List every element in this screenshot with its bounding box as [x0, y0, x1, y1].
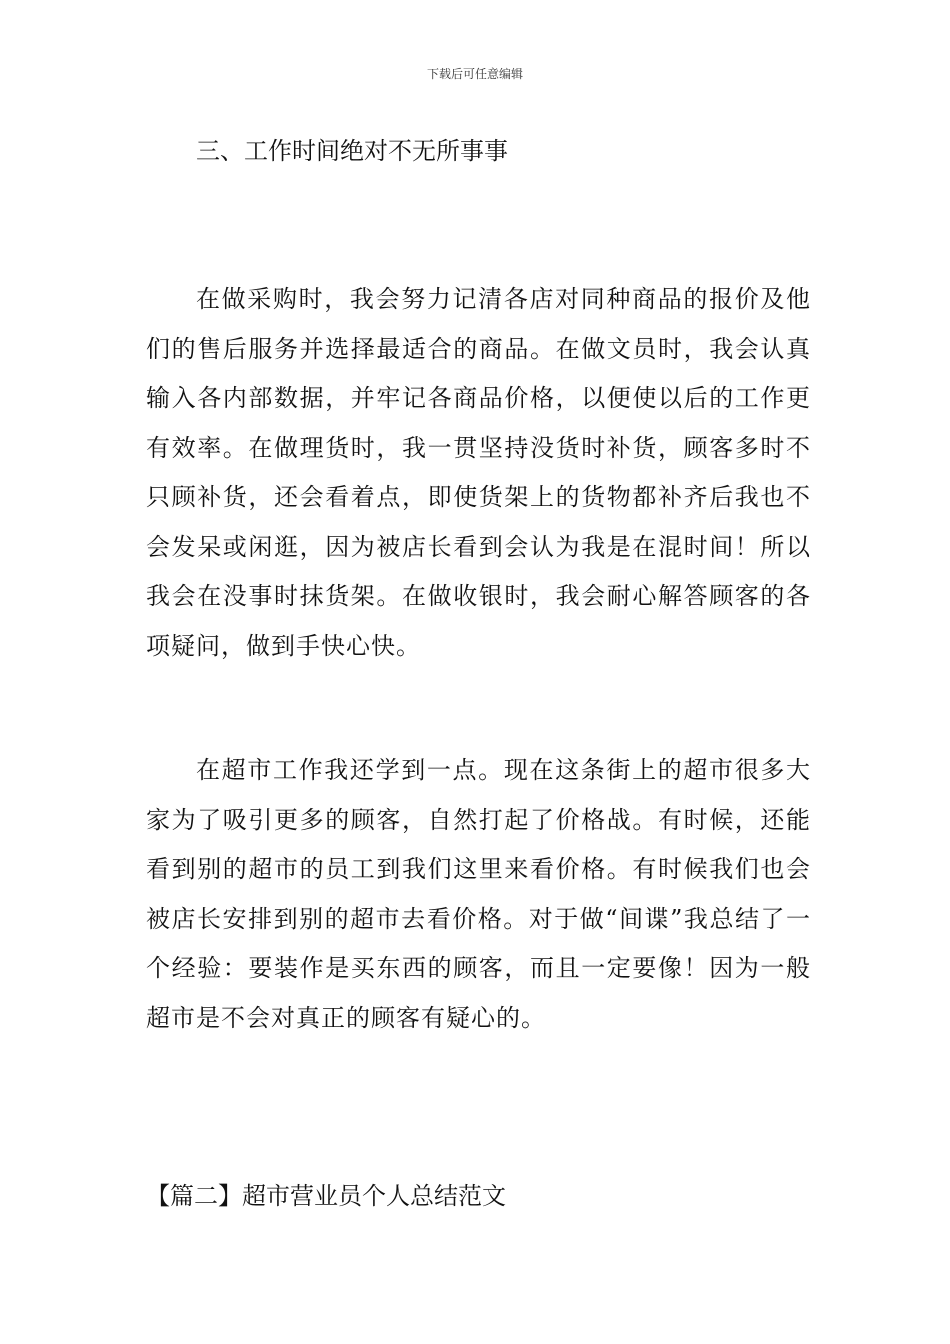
paragraph-price-war: 在超市工作我还学到一点。现在这条街上的超市很多大家为了吸引更多的顾客，自然打起了价格战。有时候，还能看到别的超市的员工到我们这里来看价格。有时候我们也会被店长安排到别的超市去看价格。对于做“间谍”我总结了一个经验：要装作是买东西的顾客，而且一定要像！因为一般超市是不会对真正的顾客有疑心的。 — [146, 756, 811, 1032]
part-two-title: 【篇二】超市营业员个人总结范文 — [146, 1182, 506, 1210]
section-heading: 三、工作时间绝对不无所事事 — [196, 137, 508, 165]
paragraph-procurement: 在做采购时，我会努力记清各店对同种商品的报价及他们的售后服务并选择最适合的商品。在做文员时，我会认真输入各内部数据，并牢记各商品价格，以便使以后的工作更有效率。在做理货时，我一贯坚持没货时补货，顾客多时不只顾补货，还会看着点，即使货架上的货物都补齐后我也不会发呆或闲逛，因为被店长看到会认为我是在混时间！所以我会在没事时抹货架。在做收银时，我会耐心解答顾客的各项疑问，做到手快心快。 — [146, 285, 811, 660]
header-note: 下载后可任意编辑 — [426, 67, 523, 81]
